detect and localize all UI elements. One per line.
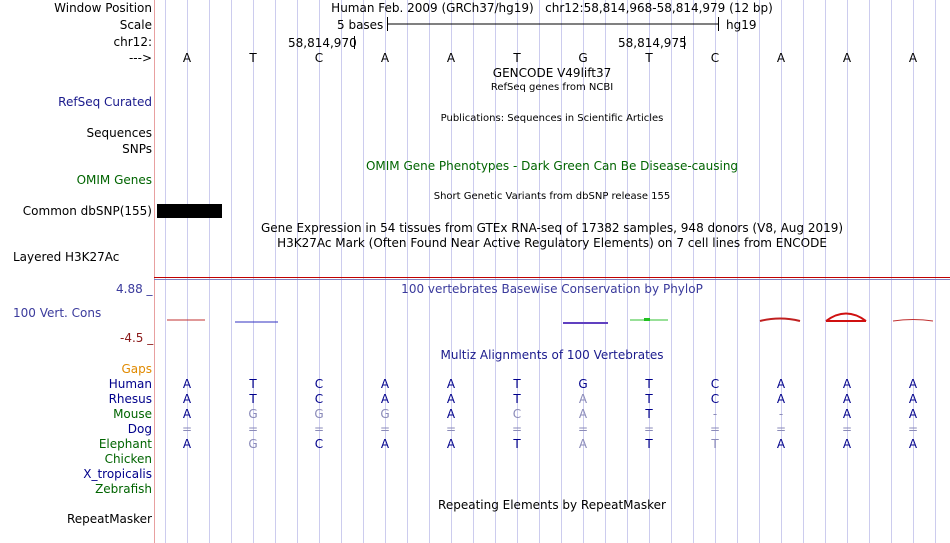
- alignment-base: T: [249, 392, 257, 406]
- h3k27ac-track-title: H3K27Ac Mark (Often Found Near Active Regulatory Elements) on 7 cell lines from ENCODE: [277, 236, 827, 250]
- reference-base: A: [446, 51, 456, 65]
- species-label[interactable]: Elephant: [98, 437, 152, 451]
- reference-base: G: [578, 51, 588, 65]
- reference-base: A: [842, 51, 852, 65]
- alignment-base: C: [314, 437, 324, 451]
- omim-track-title: OMIM Gene Phenotypes - Dark Green Can Be Disease-causing: [365, 159, 739, 173]
- alignment-base: G: [314, 407, 324, 421]
- coord-label-2: 58,814,975: [618, 36, 687, 50]
- phylop-max-value: 4.88 _: [116, 282, 153, 296]
- alignment-base: T: [513, 377, 521, 391]
- refseq-track-subtitle: RefSeq genes from NCBI: [490, 82, 614, 93]
- alignment-base: G: [380, 407, 390, 421]
- alignment-base: A: [776, 377, 786, 391]
- alignment-base: A: [842, 437, 852, 451]
- alignment-base: T: [711, 437, 719, 451]
- alignment-base: C: [710, 377, 720, 391]
- phylop-track-title: 100 vertebrates Basewise Conservation by PhyloP: [401, 282, 703, 296]
- publications-track-title: Publications: Sequences in Scientific Articles: [440, 113, 664, 124]
- alignment-base: -: [712, 407, 718, 421]
- alignment-base: A: [842, 377, 852, 391]
- alignment-base: =: [709, 422, 721, 436]
- alignment-base: A: [908, 392, 918, 406]
- alignment-base: A: [446, 407, 456, 421]
- gtex-track-title: Gene Expression in 54 tissues from GTEx RNA-seq of 17382 samples, 948 donors (V8, Aug 2019): [260, 221, 844, 235]
- alignment-base: A: [842, 407, 852, 421]
- alignment-base: T: [513, 392, 521, 406]
- strand-arrow: --->: [128, 51, 152, 65]
- reference-base: A: [908, 51, 918, 65]
- alignment-base: A: [182, 437, 192, 451]
- window-position-value: Human Feb. 2009 (GRCh37/hg19) chr12:58,814,968-58,814,979 (12 bp): [331, 1, 773, 15]
- alignment-base: A: [776, 392, 786, 406]
- scale-assembly: hg19: [726, 18, 757, 32]
- track-label-layered-h3k27ac[interactable]: Layered H3K27Ac: [13, 250, 120, 264]
- track-label-omim-genes[interactable]: OMIM Genes: [76, 173, 152, 187]
- reference-base: T: [249, 51, 257, 65]
- species-label[interactable]: Mouse: [113, 407, 152, 421]
- alignment-base: T: [645, 377, 653, 391]
- scale-label: Scale: [119, 18, 152, 32]
- alignment-base: =: [511, 422, 523, 436]
- alignment-base: A: [776, 437, 786, 451]
- alignment-base: C: [314, 377, 324, 391]
- alignment-base: A: [380, 437, 390, 451]
- reference-base: C: [710, 51, 720, 65]
- species-label[interactable]: Rhesus: [108, 392, 152, 406]
- repeatmasker-track-title: Repeating Elements by RepeatMasker: [438, 498, 666, 512]
- window-position-label: Window Position: [54, 1, 152, 15]
- alignment-base: -: [778, 407, 784, 421]
- scale-bases-text: 5 bases: [337, 18, 384, 32]
- reference-base: A: [380, 51, 390, 65]
- alignment-base: =: [445, 422, 457, 436]
- alignment-base: C: [710, 392, 720, 406]
- reference-base: A: [776, 51, 786, 65]
- alignment-base: =: [247, 422, 259, 436]
- alignment-base: =: [775, 422, 787, 436]
- gencode-track-title[interactable]: GENCODE V49lift37: [492, 66, 612, 80]
- dbsnp-feature-bar: [157, 204, 222, 218]
- alignment-base: A: [446, 392, 456, 406]
- phylop-signal: [167, 314, 933, 324]
- alignment-base: A: [446, 437, 456, 451]
- species-label[interactable]: Human: [108, 377, 152, 391]
- alignment-base: A: [908, 407, 918, 421]
- alignment-base: T: [645, 437, 653, 451]
- phylop-min-value: -4.5 _: [120, 331, 154, 345]
- reference-base: A: [182, 51, 192, 65]
- alignment-base: T: [249, 377, 257, 391]
- alignment-base: A: [842, 392, 852, 406]
- alignment-base: =: [313, 422, 325, 436]
- multiz-track-title: Multiz Alignments of 100 Vertebrates: [440, 348, 664, 362]
- alignment-base: A: [578, 407, 588, 421]
- alignment-base: T: [513, 437, 521, 451]
- scale-bar: [387, 17, 719, 31]
- alignment-base: C: [512, 407, 522, 421]
- alignment-base: A: [578, 437, 588, 451]
- track-label-refseq-curated[interactable]: RefSeq Curated: [58, 95, 152, 109]
- track-label-sequences[interactable]: Sequences: [86, 126, 152, 140]
- alignment-base: =: [907, 422, 919, 436]
- alignment-base: =: [379, 422, 391, 436]
- alignment-base: T: [645, 392, 653, 406]
- alignment-base: T: [645, 407, 653, 421]
- alignment-base: =: [643, 422, 655, 436]
- alignment-base: G: [578, 377, 588, 391]
- track-label-100-vert-cons[interactable]: 100 Vert. Cons: [13, 306, 102, 320]
- alignment-base: A: [908, 437, 918, 451]
- alignment-base: G: [248, 437, 258, 451]
- alignment-base: A: [182, 392, 192, 406]
- reference-base: C: [314, 51, 324, 65]
- track-label-gaps[interactable]: Gaps: [121, 362, 152, 376]
- alignment-base: =: [181, 422, 193, 436]
- alignment-base: A: [446, 377, 456, 391]
- dbsnp-track-title: Short Genetic Variants from dbSNP release 155: [433, 191, 671, 202]
- alignment-base: A: [182, 377, 192, 391]
- alignment-base: A: [380, 377, 390, 391]
- alignment-base: C: [314, 392, 324, 406]
- reference-base: T: [513, 51, 521, 65]
- coord-label-1: 58,814,970: [288, 36, 357, 50]
- alignment-base: A: [578, 392, 588, 406]
- alignment-base: =: [841, 422, 853, 436]
- track-label-repeatmasker[interactable]: RepeatMasker: [66, 512, 152, 526]
- species-label[interactable]: Chicken: [104, 452, 152, 466]
- alignment-base: A: [380, 392, 390, 406]
- species-label[interactable]: Dog: [127, 422, 152, 436]
- alignment-base: A: [182, 407, 192, 421]
- reference-base: T: [645, 51, 653, 65]
- alignment-base: =: [577, 422, 589, 436]
- track-label-common-dbsnp[interactable]: Common dbSNP(155): [22, 204, 152, 218]
- chrom-label: chr12:: [113, 35, 152, 49]
- alignment-base: A: [908, 377, 918, 391]
- species-label[interactable]: Zebrafish: [95, 482, 152, 496]
- alignment-base: G: [248, 407, 258, 421]
- species-label[interactable]: X_tropicalis: [83, 467, 152, 481]
- track-label-snps[interactable]: SNPs: [122, 142, 152, 156]
